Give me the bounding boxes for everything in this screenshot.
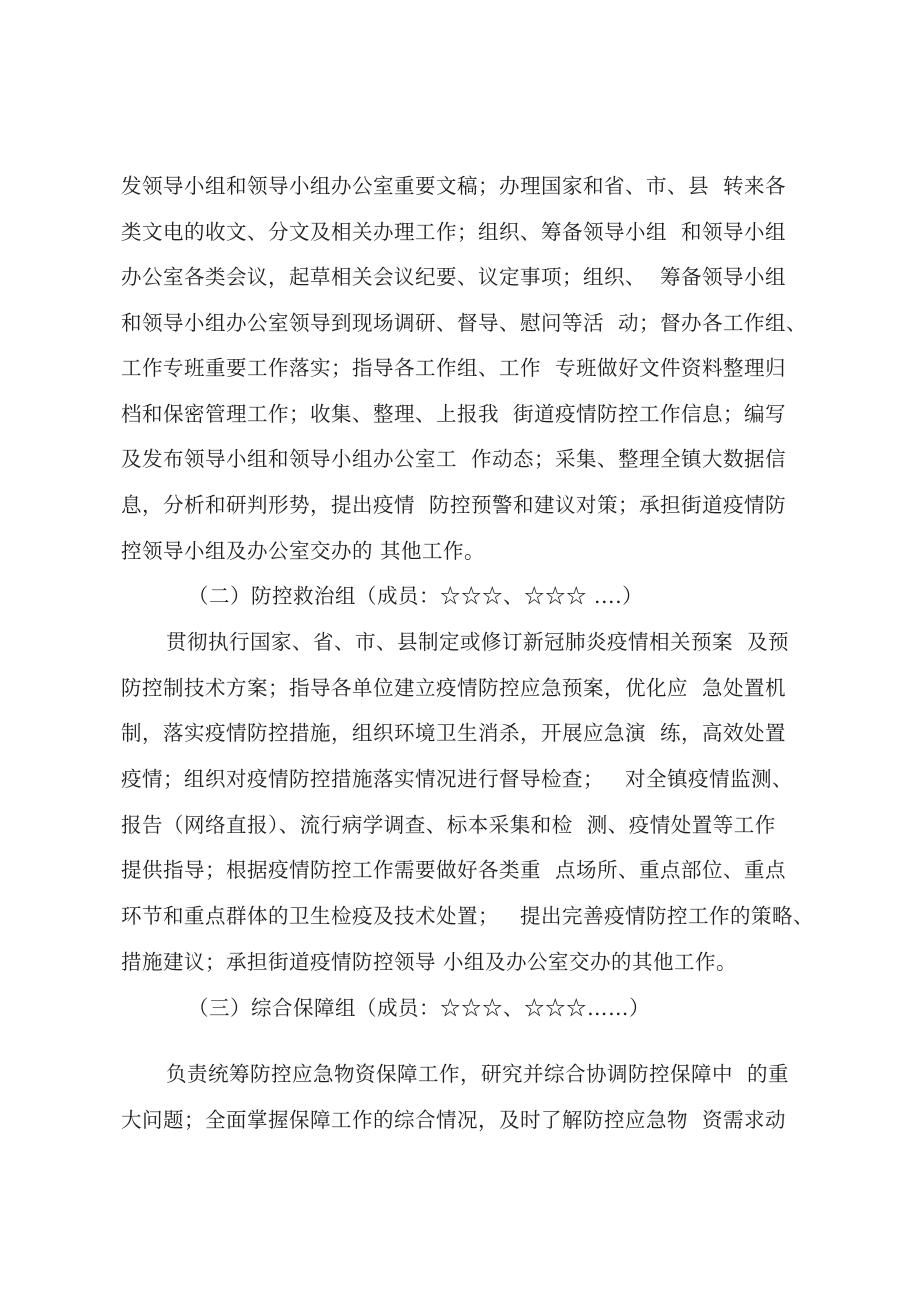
text-line: 办公室各类会议，起草相关会议纪要、议定事项；组织、 筹备领导小组 <box>121 265 787 289</box>
text-line: 类文电的收文、分文及相关办理工作；组织、筹备领导小组 和领导小组 <box>121 220 787 244</box>
text-line: 工作专班重要工作落实；指导各工作组、工作 专班做好文件资料整理归 <box>121 356 787 380</box>
text-line: 发领导小组和领导小组办公室重要文稿；办理国家和省、市、县 转来各 <box>121 174 787 198</box>
text-line: 大问题；全面掌握保障工作的综合情况，及时了解防控应急物 资需求动 <box>121 1108 787 1132</box>
text-line: 负责统筹防控应急物资保障工作，研究并综合协调防控保障中 的重 <box>166 1062 790 1086</box>
text-line: 提供指导；根据疫情防控工作需要做好各类重 点场所、重点部位、重点 <box>121 858 787 882</box>
text-line: 防控制技术方案；指导各单位建立疫情防控应急预案，优化应 急处置机 <box>121 676 787 700</box>
section-heading-comprehensive-support: （三）综合保障组（成员：☆☆☆、☆☆☆……） <box>188 996 650 1020</box>
text-line: 制，落实疫情防控措施，组织环境卫生消杀，开展应急演 练，高效处置 <box>121 721 787 745</box>
text-line: 和领导小组办公室领导到现场调研、督导、慰问等活 动；督办各工作组、 <box>121 311 808 335</box>
text-line: 措施建议；承担街道疫情防控领导 小组及办公室交办的其他工作。 <box>121 950 738 974</box>
text-line: 环节和重点群体的卫生检疫及技术处置； 提出完善疫情防控工作的策略、 <box>121 904 815 928</box>
text-line: 报告（网络直报）、流行病学调查、标本采集和检 测、疫情处置等工作 <box>121 813 776 837</box>
text-line: 控领导小组及办公室交办的 其他工作。 <box>121 539 486 563</box>
text-line: 疫情；组织对疫情防控措施落实情况进行督导检查； 对全镇疫情监测、 <box>121 767 794 791</box>
text-line: 息，分析和研判形势，提出疫情 防控预警和建议对策；承担街道疫情防 <box>121 493 787 517</box>
text-line: 贯彻执行国家、省、市、县制定或修订新冠肺炎疫情相关预案 及预 <box>166 630 790 654</box>
text-line: 及发布领导小组和领导小组办公室工 作动态；采集、整理全镇大数据信 <box>121 447 787 471</box>
text-line: 档和保密管理工作；收集、整理、上报我 街道疫情防控工作信息；编写 <box>121 402 787 426</box>
section-heading-prevention-treatment: （二）防控救治组（成员：☆☆☆、☆☆☆ ....） <box>188 584 644 608</box>
